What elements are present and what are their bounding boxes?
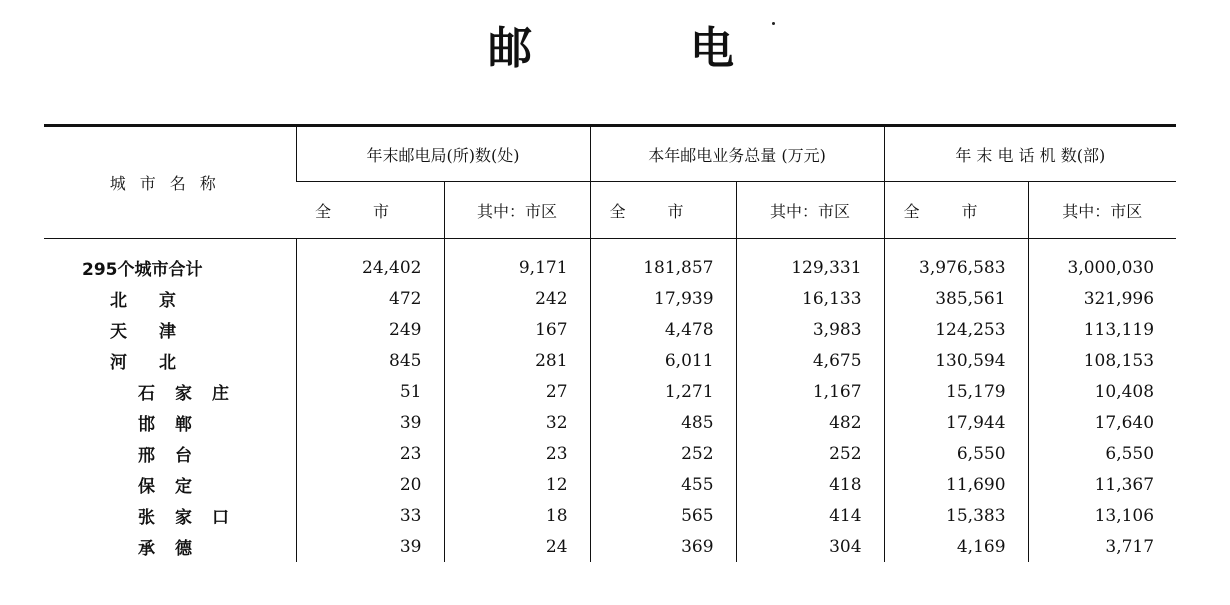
value-cell: 108,153 [1028,345,1176,376]
value-cell: 167 [444,314,590,345]
table-row [44,345,1176,376]
value-cell: 10,408 [1028,376,1176,407]
value-cell: 6,011 [590,345,736,376]
value-cell: 1,167 [736,376,884,407]
value-cell: 39 [296,531,444,562]
value-cell: 304 [736,531,884,562]
value-cell: 485 [590,407,736,438]
value-cell: 17,939 [590,283,736,314]
value-cell: 23 [444,438,590,469]
value-cell: 16,133 [736,283,884,314]
business-volume-header: 本年邮电业务总量 (万元) [590,126,884,182]
value-cell: 6,550 [884,438,1028,469]
table-row [44,407,1176,438]
city-name-cell: 邢台 [138,446,212,466]
value-cell: 252 [736,438,884,469]
value-cell: 13,106 [1028,500,1176,531]
page-title-right: 电 [690,23,734,74]
value-cell: 6,550 [1028,438,1176,469]
table-body [44,239,1176,563]
post-offices-all-header: 全 市 [296,182,444,239]
phones-all-header: 全 市 [884,182,1028,239]
value-cell: 385,561 [884,283,1028,314]
value-cell: 24,402 [296,239,444,284]
value-cell: 23 [296,438,444,469]
value-cell: 418 [736,469,884,500]
value-cell: 252 [590,438,736,469]
value-cell: 17,944 [884,407,1028,438]
telephone-sets-header: 年 末 电 话 机 数(部) [884,126,1176,182]
city-name-cell: 张家口 [138,508,249,528]
table-row [44,314,1176,345]
city-name-cell: 天津 [110,322,208,342]
value-cell: 4,169 [884,531,1028,562]
value-cell: 249 [296,314,444,345]
table-row [44,531,1176,562]
value-cell: 4,675 [736,345,884,376]
value-cell: 472 [296,283,444,314]
value-cell: 9,171 [444,239,590,284]
value-cell: 369 [590,531,736,562]
value-cell: 455 [590,469,736,500]
value-cell: 39 [296,407,444,438]
value-cell: 181,857 [590,239,736,284]
value-cell: 124,253 [884,314,1028,345]
table-row [44,438,1176,469]
value-cell: 17,640 [1028,407,1176,438]
table-row [44,500,1176,531]
value-cell: 32 [444,407,590,438]
value-cell: 11,367 [1028,469,1176,500]
city-name-cell: 保定 [138,477,212,497]
value-cell: 18 [444,500,590,531]
post-offices-district-header: 其中：市区 [444,182,590,239]
table-row [44,376,1176,407]
table-row [44,469,1176,500]
value-cell: 565 [590,500,736,531]
value-cell: 3,000,030 [1028,239,1176,284]
city-name-cell: 承德 [138,539,212,559]
value-cell: 414 [736,500,884,531]
value-cell: 321,996 [1028,283,1176,314]
value-cell: 11,690 [884,469,1028,500]
page-title [0,14,1230,84]
value-cell: 27 [444,376,590,407]
value-cell: 482 [736,407,884,438]
table-row [44,239,1176,284]
value-cell: 20 [296,469,444,500]
volume-all-header: 全 市 [590,182,736,239]
phones-district-header: 其中：市区 [1028,182,1176,239]
city-name-cell: 石家庄 [138,384,249,404]
value-cell: 15,383 [884,500,1028,531]
value-cell: 3,983 [736,314,884,345]
city-name-cell: 邯郸 [138,415,212,435]
post-offices-header: 年末邮电局(所)数(处) [296,126,590,182]
value-cell: 130,594 [884,345,1028,376]
volume-district-header: 其中：市区 [736,182,884,239]
city-name-cell: 295个城市合计 [82,260,203,280]
table-row [44,283,1176,314]
page-title-left: 邮 [488,23,532,74]
value-cell: 845 [296,345,444,376]
value-cell: 129,331 [736,239,884,284]
value-cell: 3,976,583 [884,239,1028,284]
postal-telecom-table [44,124,1176,562]
city-name-cell: 北京 [110,291,208,311]
value-cell: 4,478 [590,314,736,345]
value-cell: 113,119 [1028,314,1176,345]
print-speck [772,22,775,25]
value-cell: 1,271 [590,376,736,407]
value-cell: 3,717 [1028,531,1176,562]
value-cell: 15,179 [884,376,1028,407]
value-cell: 281 [444,345,590,376]
value-cell: 242 [444,283,590,314]
value-cell: 33 [296,500,444,531]
city-name-header: 城市名称 [44,126,296,239]
city-name-cell: 河北 [110,353,208,373]
value-cell: 51 [296,376,444,407]
value-cell: 24 [444,531,590,562]
value-cell: 12 [444,469,590,500]
